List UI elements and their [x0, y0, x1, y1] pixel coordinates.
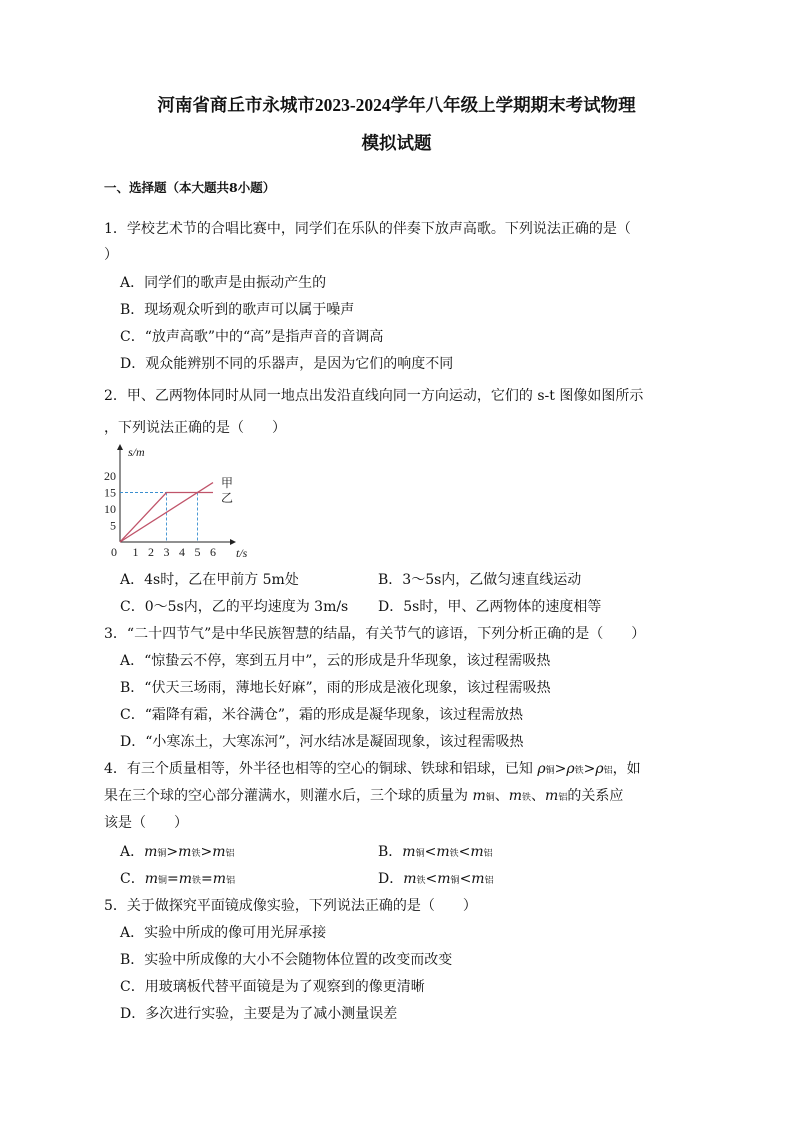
x-tick-label-3: 2 [148, 545, 154, 559]
document-title-line1: 河南省商丘市永城市2023-2024学年八年级上学期期末考试物理 [157, 95, 636, 115]
x-axis-label: t/s [236, 546, 248, 560]
x-tick-label-4: 3 [163, 545, 170, 559]
q5-option-c: C．用玻璃板代替平面镜是为了观察到的像更清晰 [120, 979, 425, 995]
q2-option-d: D．5s时，甲、乙两物体的速度相等 [378, 599, 602, 615]
q4-option-b: B．m铜<m铁<m铝 [378, 844, 493, 860]
q3-option-c: C．“霜降有霜，米谷满仓”，霜的形成是凝华现象，该过程需放热 [120, 707, 524, 723]
q4-stem-cont2: 该是（ ） [104, 815, 188, 831]
q3-stem: 3．“二十四节气”是中华民族智慧的结晶，有关节气的谚语，下列分析正确的是（ ） [104, 626, 646, 642]
q5-stem: 5．关于做探究平面镜成像实验，下列说法正确的是（ ） [104, 898, 477, 914]
q1-option-a: A．同学们的歌声是由振动产生的 [120, 275, 327, 291]
y-tick-label-2: 10 [104, 502, 116, 516]
q2-stem: 2．甲、乙两物体同时从同一地点出发沿直线向同一方向运动，它们的 s-t 图像如图所示 [104, 388, 644, 404]
st-graph [104, 444, 278, 560]
y-tick-label-1: 5 [110, 518, 116, 533]
x-tick-label-5: 4 [179, 545, 185, 559]
legend-yi: 乙 [221, 491, 234, 505]
x-tick-label-1: 0 [111, 545, 117, 559]
legend-jia: 甲 [221, 476, 234, 490]
x-tick-label-6: 5 [194, 545, 201, 559]
q5-option-a: A．实验中所成的像可用光屏承接 [120, 925, 327, 941]
q2-option-a: A．4s时，乙在甲前方 5m处 [120, 572, 299, 588]
y-tick-label-4: 20 [104, 469, 116, 483]
q3-option-b: B．“伏天三场雨，薄地长好麻”，雨的形成是液化现象，该过程需吸热 [120, 680, 551, 696]
q5-option-b: B．实验中所成像的大小不会随物体位置的改变而改变 [120, 952, 453, 968]
q3-option-a: A．“惊蛰云不停，寒到五月中”，云的形成是升华现象，该过程需吸热 [120, 653, 551, 669]
section-heading: 一、选择题（本大题共8小题） [104, 180, 276, 195]
q2-option-b: B．3～5s内，乙做匀速直线运动 [378, 572, 582, 588]
q3-option-d: D．“小寒冻土，大寒冻河”，河水结冰是凝固现象，该过程需吸热 [120, 734, 524, 750]
q2-stem-cont: ，下列说法正确的是（ ） [104, 420, 286, 436]
q4-stem: 4．有三个质量相等，外半径也相等的空心的铜球、铁球和铝球，已知 ρ铜>ρ铁>ρ铝，如 [104, 761, 641, 777]
q4-option-a: A．m铜>m铁>m铝 [120, 844, 235, 860]
q2-option-c: C．0～5s内，乙的平均速度为 3m/s [120, 599, 349, 615]
q4-option-d: D．m铁<m铜<m铝 [378, 871, 494, 887]
y-tick-label-3: 15 [104, 485, 116, 500]
y-axis-label: s/m [128, 445, 145, 459]
q4-stem-cont: 果在三个球的空心部分灌满水，则灌水后，三个球的质量为 m铜、m铁、m铝的关系应 [104, 788, 624, 804]
q1-option-b: B．现场观众听到的歌声可以属于噪声 [120, 302, 355, 318]
document-title-line2: 模拟试题 [361, 133, 432, 153]
x-tick-label-7: 6 [210, 545, 216, 559]
q5-option-d: D．多次进行实验，主要是为了减小测量误差 [120, 1006, 398, 1022]
x-tick-label-2: 1 [132, 545, 139, 559]
q1-option-d: D．观众能辨别不同的乐器声，是因为它们的响度不同 [120, 356, 454, 372]
q4-option-c: C．m铜=m铁=m铝 [120, 871, 236, 887]
q1-stem-cont: ） [104, 247, 118, 263]
q1-stem: 1．学校艺术节的合唱比赛中，同学们在乐队的伴奏下放声高歌。下列说法正确的是（ [104, 221, 631, 237]
q1-option-c: C．“放声高歌”中的“高”是指声音的音调高 [120, 329, 384, 345]
